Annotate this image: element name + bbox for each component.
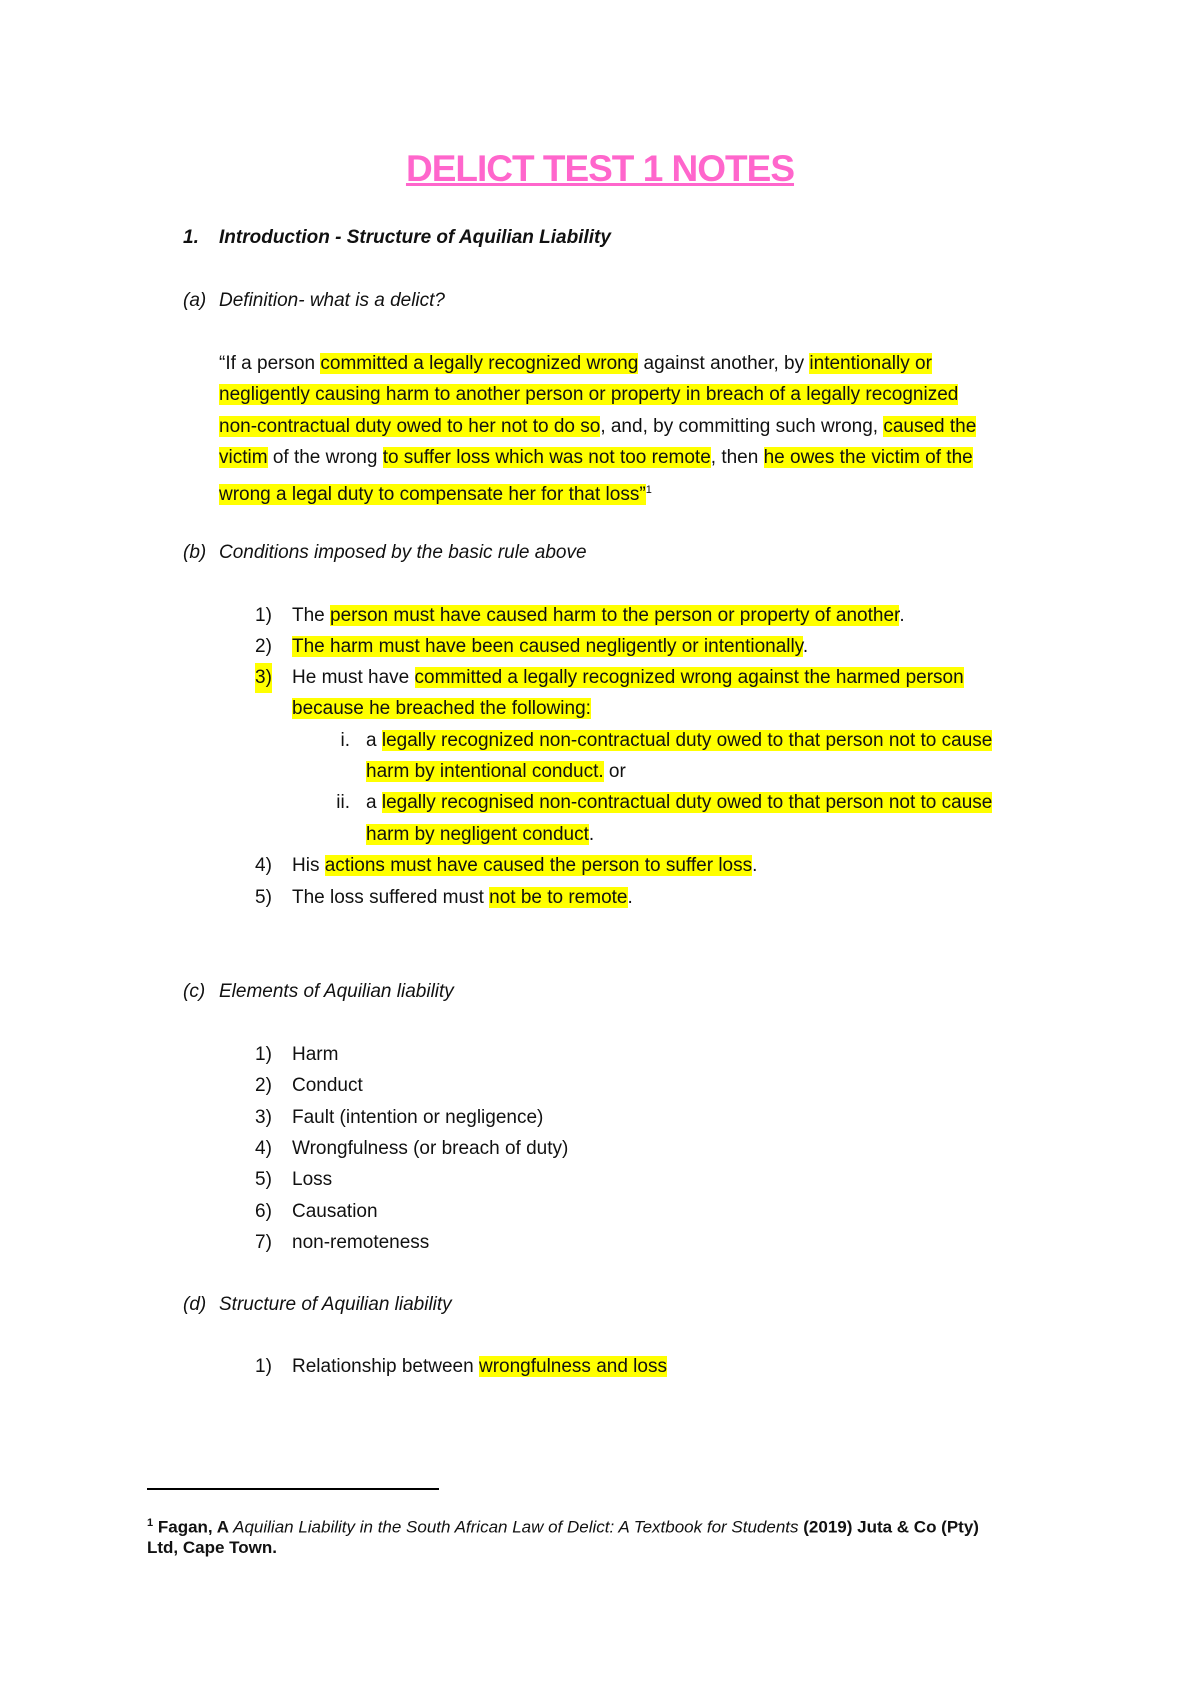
highlight: harm by intentional conduct. (366, 761, 604, 782)
list-number: 1) (255, 1044, 272, 1065)
highlight: victim (219, 447, 268, 468)
list-number: 2) (255, 1075, 272, 1096)
footnote-mark: 1 (147, 1517, 154, 1529)
list-number: 4) (255, 1138, 272, 1159)
sub-list-item (366, 788, 992, 818)
list-item: Harm (292, 1044, 339, 1065)
subsection-d-heading (183, 1290, 452, 1320)
highlight: person must have caused harm to the person or property of another (330, 605, 900, 626)
highlight: committed a legally recognized wrong against the harmed person (414, 667, 964, 688)
subsection-d-label: (d) (183, 1294, 207, 1315)
sub-list-item-continuation (366, 757, 626, 787)
quote-text: , and, by committing such wrong, (600, 416, 884, 437)
sub-list-item-continuation (366, 820, 594, 850)
roman-numeral: i. (340, 730, 350, 751)
list-text: . (802, 636, 809, 657)
list-item: Wrongfulness (or breach of duty) (292, 1138, 569, 1159)
subsection-d-title: Structure of Aquilian liability (219, 1294, 452, 1315)
list-item (292, 851, 757, 881)
subsection-a-title: Definition- what is a delict? (219, 290, 445, 311)
list-number: 3) (255, 663, 272, 693)
highlight: The harm must have been caused negligently or intentionally (292, 636, 803, 657)
list-number: 6) (255, 1201, 272, 1222)
subsection-c-label: (c) (183, 981, 206, 1002)
list-number: 1) (255, 1356, 272, 1377)
list-text: a (366, 792, 382, 813)
list-text: . (899, 605, 905, 626)
highlight: negligently causing harm to another person or property in breach of a legally recognized (219, 384, 959, 405)
subsection-b-heading (183, 538, 587, 568)
list-number: 7) (255, 1232, 272, 1253)
list-text: Relationship between (292, 1356, 479, 1377)
quote-line-5 (219, 475, 652, 510)
list-item (292, 632, 808, 662)
section-heading (183, 223, 611, 253)
quote-line-3 (219, 412, 976, 442)
quote-line-2 (219, 380, 958, 410)
subsection-b-label: (b) (183, 542, 207, 563)
list-number: 1) (255, 605, 272, 626)
list-number: 5) (255, 887, 272, 908)
list-number: 3) (255, 1107, 272, 1128)
quote-text: “If a person (219, 353, 321, 374)
highlight: not be to remote (489, 887, 628, 908)
quote-text: of the wrong (267, 447, 383, 468)
list-text: or (603, 761, 626, 782)
list-text: The (292, 605, 331, 626)
section-title: Introduction - Structure of Aquilian Liability (219, 227, 611, 248)
list-item: Loss (292, 1169, 333, 1190)
highlight: wrongfulness and loss (478, 1356, 667, 1377)
list-item-continuation (292, 694, 591, 724)
highlight: intentionally or (809, 353, 932, 374)
list-number: 5) (255, 1169, 272, 1190)
list-item (292, 601, 905, 631)
list-text: . (627, 887, 633, 908)
subsection-b-title: Conditions imposed by the basic rule above (219, 542, 587, 563)
list-number: 2) (255, 636, 272, 657)
highlight: legally recognised non-contractual duty owed to that person not to cause (381, 792, 993, 813)
highlight: committed a legally recognized wrong (320, 353, 639, 374)
highlight: harm by negligent conduct (366, 824, 589, 845)
list-text: . (588, 824, 595, 845)
highlight: because he breached the following: (292, 698, 591, 719)
list-item (292, 883, 633, 913)
list-number: 4) (255, 855, 272, 876)
quote-text: against another, by (638, 353, 810, 374)
footnote-text: (2019) Juta & Co (Pty) (798, 1517, 979, 1537)
list-item: Fault (intention or negligence) (292, 1107, 544, 1128)
highlight: caused the (883, 416, 977, 437)
quote-line-1 (219, 349, 932, 379)
list-text: . (752, 855, 758, 876)
list-item (292, 663, 964, 693)
highlight: he owes the victim of the (763, 447, 973, 468)
section-number: 1. (183, 227, 199, 248)
subsection-a-label: (a) (183, 290, 207, 311)
highlight: to suffer loss which was not too remote (382, 447, 711, 468)
highlight: non-contractual duty owed to her not to do so (219, 416, 601, 437)
quote-line-4 (219, 443, 973, 473)
quote-text: , then (710, 447, 764, 468)
list-item (292, 1352, 667, 1382)
subsection-c-title: Elements of Aquilian liability (219, 981, 454, 1002)
footnote-reference[interactable]: 1 (645, 484, 652, 496)
list-text: His (292, 855, 325, 876)
list-item: Causation (292, 1201, 378, 1222)
footnote-separator (147, 1488, 439, 1490)
highlight: wrong a legal duty to compensate her for that loss” (219, 484, 646, 506)
highlight: legally recognized non-contractual duty owed to that person not to cause (381, 730, 993, 751)
sub-list-item (366, 726, 992, 756)
subsection-a-heading (183, 286, 445, 316)
highlight: actions must have caused the person to suffer loss (324, 855, 753, 876)
footnote-text: Fagan, A (157, 1517, 234, 1537)
roman-numeral: ii. (336, 792, 350, 813)
footnote-book-title: Aquilian Liability in the South African Law of Delict: A Textbook for Students (233, 1517, 799, 1537)
page-title: DELICT TEST 1 NOTES (405, 148, 795, 189)
list-item: Conduct (292, 1075, 363, 1096)
list-text: He must have (292, 667, 415, 688)
footnote-line-2: Ltd, Cape Town. (147, 1538, 278, 1557)
list-text: a (366, 730, 382, 751)
subsection-c-heading (183, 977, 454, 1007)
list-text: The loss suffered must (292, 887, 490, 908)
list-item: non-remoteness (292, 1232, 430, 1253)
